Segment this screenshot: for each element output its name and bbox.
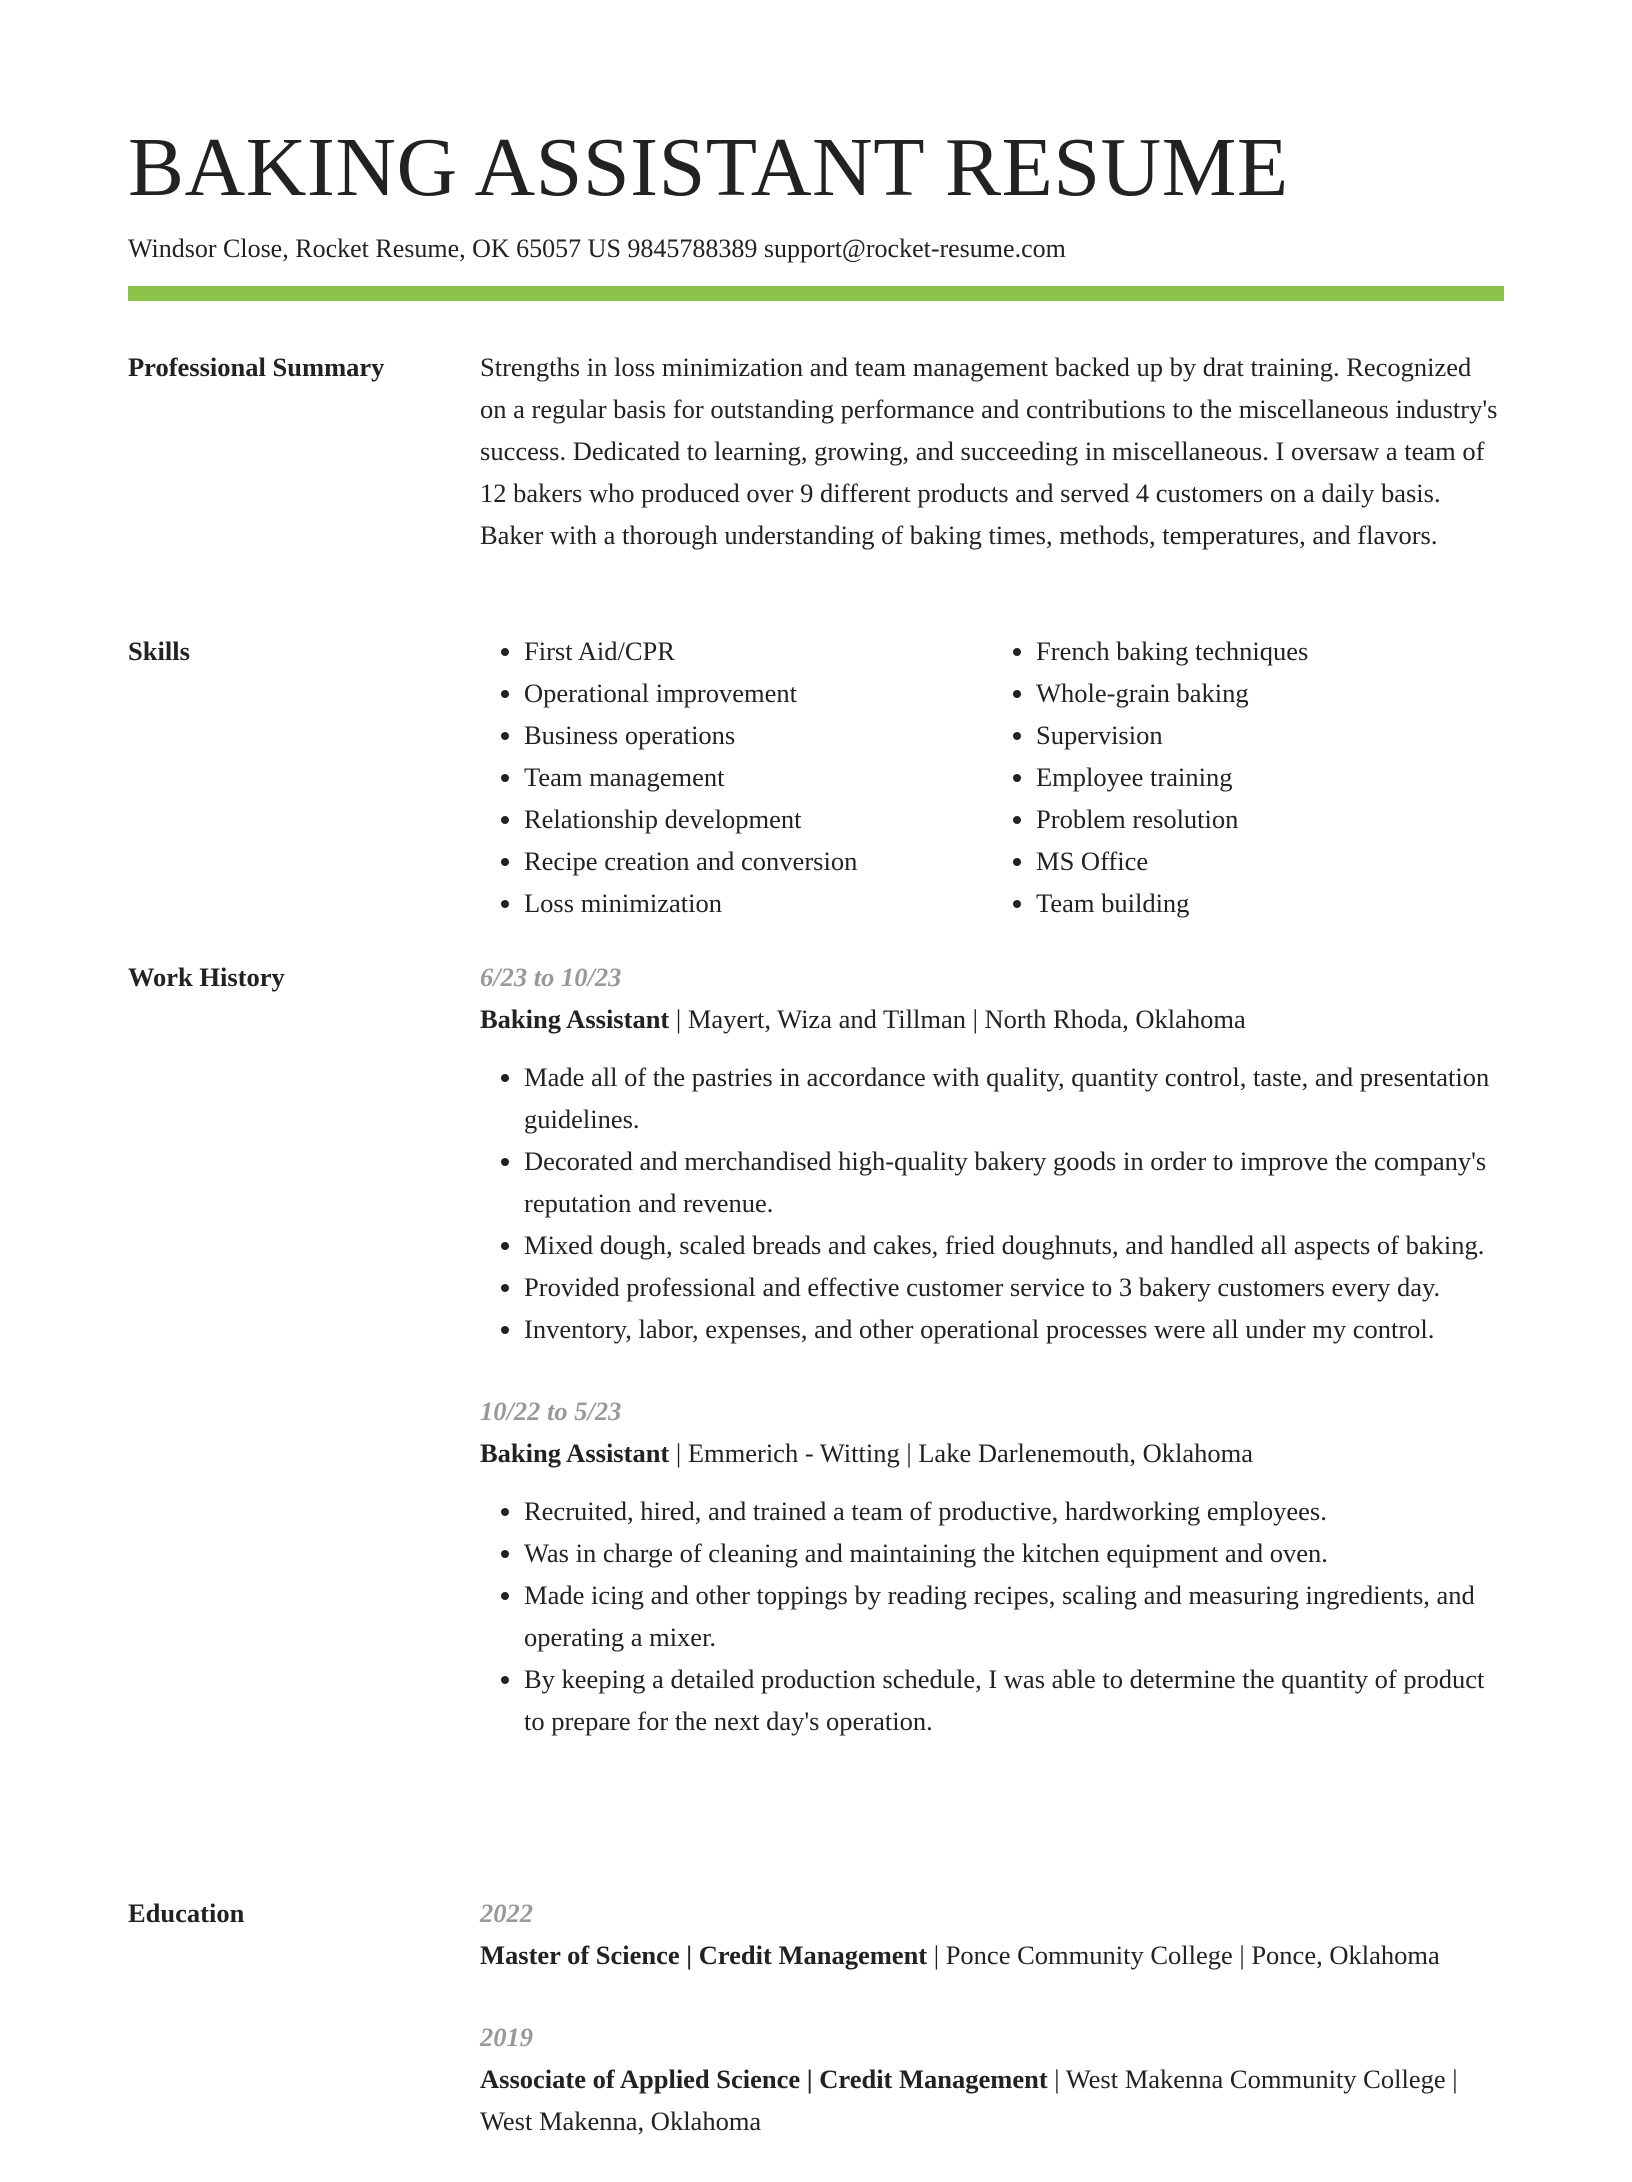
education-degree: Associate of Applied Science | Credit Management	[480, 2064, 1048, 2094]
duty-item: • Made all of the pastries in accordance with quality, quantity control, taste, and presentation guidelines.	[524, 1056, 1504, 1140]
summary-text: Strengths in loss minimization and team management backed up by drat training. Recognized on a regular basis for outstanding performance and contributions to the miscellaneous industry's success. Dedicated to learning, growing, and succeeding in miscellaneous. I oversaw a team of 12 bakers who produced over 9 different products and served 4 customers on a daily basis. Baker with a thorough understanding of baking times, methods, temperatures, and flavors.	[480, 352, 1498, 550]
skills-label: Skills	[128, 636, 190, 666]
contact-line: Windsor Close, Rocket Resume, OK 65057 US 9845788389 support@rocket-resume.com	[128, 234, 1066, 263]
education-line	[480, 2058, 1504, 2142]
skill-item: • MS Office	[1036, 840, 1460, 882]
job-role: Baking Assistant	[480, 1438, 670, 1468]
skill-item: • Recipe creation and conversion	[524, 840, 948, 882]
education-entry	[480, 1892, 1504, 1976]
job-entry	[480, 1390, 1504, 1742]
skill-item: • Team management	[524, 756, 948, 798]
skill-item: • First Aid/CPR	[524, 630, 948, 672]
education-label: Education	[128, 1898, 245, 1928]
job-title-line	[480, 1432, 1504, 1474]
education-entry	[480, 2016, 1504, 2142]
job-employer: | Emmerich - Witting | Lake Darlenemouth, Oklahoma	[669, 1438, 1254, 1468]
job-duties	[480, 1490, 1504, 1742]
skills-column-2	[992, 630, 1460, 924]
skill-item: • Team building	[1036, 882, 1460, 924]
skill-item: • Relationship development	[524, 798, 948, 840]
skill-item: • Problem resolution	[1036, 798, 1460, 840]
duty-item: • Provided professional and effective customer service to 3 bakery customers every day.	[524, 1266, 1504, 1308]
duty-item: • Mixed dough, scaled breads and cakes, fried doughnuts, and handled all aspects of baking.	[524, 1224, 1504, 1266]
skill-item: • Supervision	[1036, 714, 1460, 756]
job-role: Baking Assistant	[480, 1004, 670, 1034]
job-dates: 6/23 to 10/23	[480, 962, 622, 992]
duty-item: • Inventory, labor, expenses, and other operational processes were all under my control.	[524, 1308, 1504, 1350]
skill-item: • Business operations	[524, 714, 948, 756]
education-line	[480, 1934, 1504, 1976]
summary-label: Professional Summary	[128, 352, 385, 382]
job-title-line	[480, 998, 1504, 1040]
skill-item: • Loss minimization	[524, 882, 948, 924]
job-employer: | Mayert, Wiza and Tillman | North Rhoda, Oklahoma	[669, 1004, 1246, 1034]
resume-title: BAKING ASSISTANT RESUME	[128, 121, 1289, 214]
education-year: 2019	[480, 2022, 533, 2052]
duty-item: • By keeping a detailed production schedule, I was able to determine the quantity of product to prepare for the next day's operation.	[524, 1658, 1504, 1742]
duty-item: • Made icing and other toppings by reading recipes, scaling and measuring ingredients, and operating a mixer.	[524, 1574, 1504, 1658]
skill-item: • French baking techniques	[1036, 630, 1460, 672]
education-school: | West Makenna Community College | West Makenna, Oklahoma	[480, 2064, 1458, 2136]
skill-item: • Operational improvement	[524, 672, 948, 714]
job-duties	[480, 1056, 1504, 1350]
accent-divider	[128, 286, 1504, 301]
education-year: 2022	[480, 1898, 533, 1928]
work-history-label: Work History	[128, 962, 285, 992]
education-degree: Master of Science | Credit Management	[480, 1940, 928, 1970]
duty-item: • Was in charge of cleaning and maintaining the kitchen equipment and oven.	[524, 1532, 1504, 1574]
skill-item: • Whole-grain baking	[1036, 672, 1460, 714]
skill-item: • Employee training	[1036, 756, 1460, 798]
education-school: | Ponce Community College | Ponce, Oklahoma	[927, 1940, 1440, 1970]
job-entry	[480, 956, 1504, 1350]
skills-column-1	[480, 630, 948, 924]
duty-item: • Decorated and merchandised high-quality bakery goods in order to improve the company's reputation and revenue.	[524, 1140, 1504, 1224]
duty-item: • Recruited, hired, and trained a team of productive, hardworking employees.	[524, 1490, 1504, 1532]
job-dates: 10/22 to 5/23	[480, 1396, 622, 1426]
